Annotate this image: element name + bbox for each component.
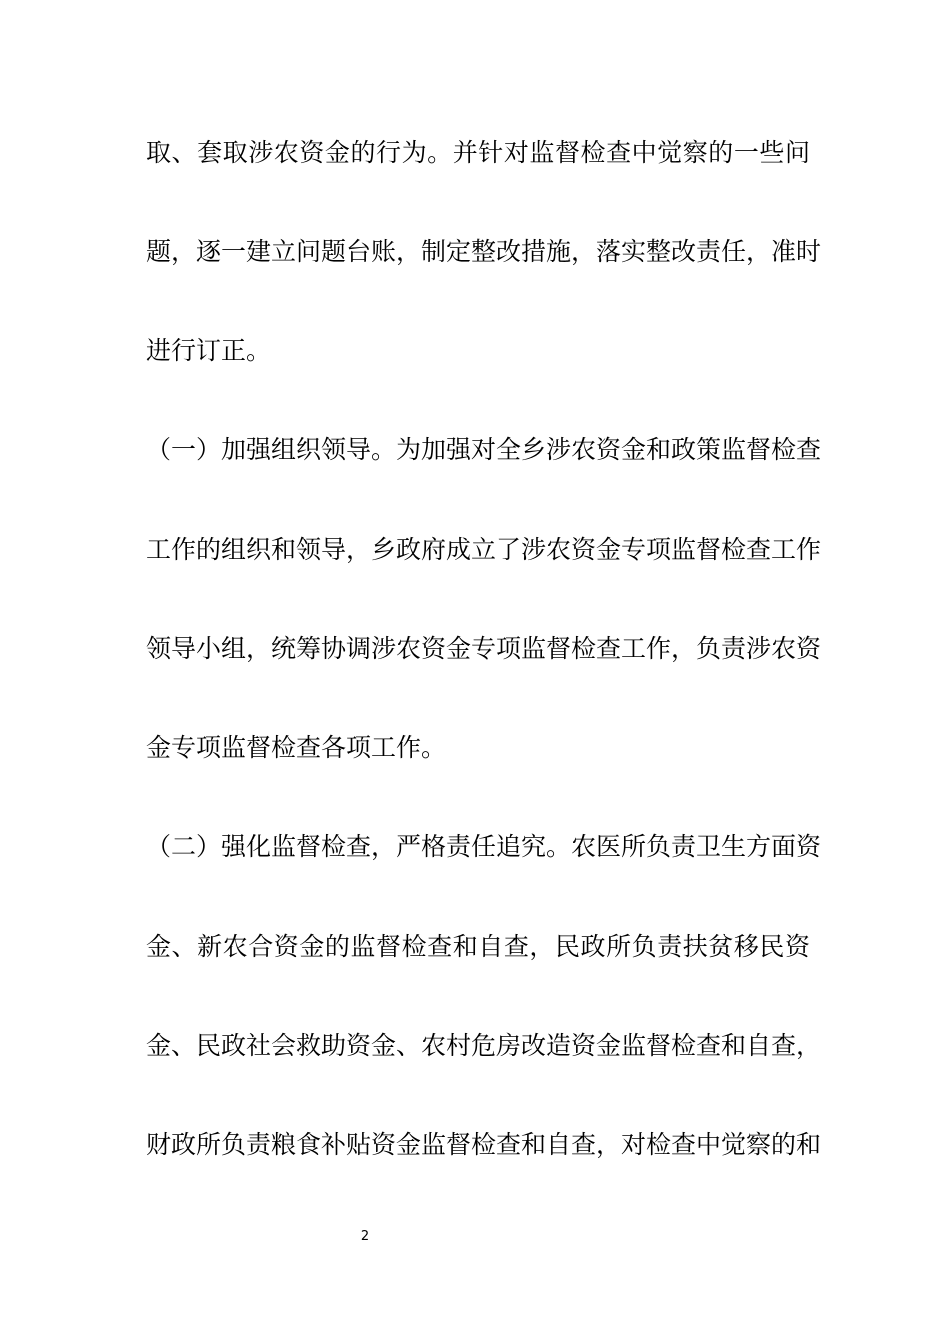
page-number: 2 bbox=[360, 1229, 370, 1244]
body-text-line: 财政所负责粮食补贴资金监督检查和自查，对检查中觉察的和 bbox=[146, 1130, 822, 1159]
body-text-line: 题，逐一建立问题台账，制定整改措施，落实整改责任，准时 bbox=[146, 237, 822, 266]
body-text-line: 金、民政社会救助资金、农村危房改造资金监督检查和自查， bbox=[146, 1031, 822, 1060]
body-text-line: 金、新农合资金的监督检查和自查，民政所负责扶贫移民资 bbox=[146, 932, 810, 961]
body-text-line: 领导小组，统筹协调涉农资金专项监督检查工作，负责涉农资 bbox=[146, 634, 822, 663]
body-text-line: 工作的组织和领导，乡政府成立了涉农资金专项监督检查工作 bbox=[146, 535, 822, 564]
body-text-line: 金专项监督检查各项工作。 bbox=[146, 733, 447, 762]
section-heading-line: （二）强化监督检查，严格责任追究。农医所负责卫生方面资 bbox=[146, 832, 822, 861]
body-text-line: 取、套取涉农资金的行为。并针对监督检查中觉察的一些问 bbox=[146, 138, 810, 167]
body-text-line: 进行订正。 bbox=[146, 336, 272, 365]
section-heading-line: （一）加强组织领导。为加强对全乡涉农资金和政策监督检查 bbox=[146, 435, 822, 464]
